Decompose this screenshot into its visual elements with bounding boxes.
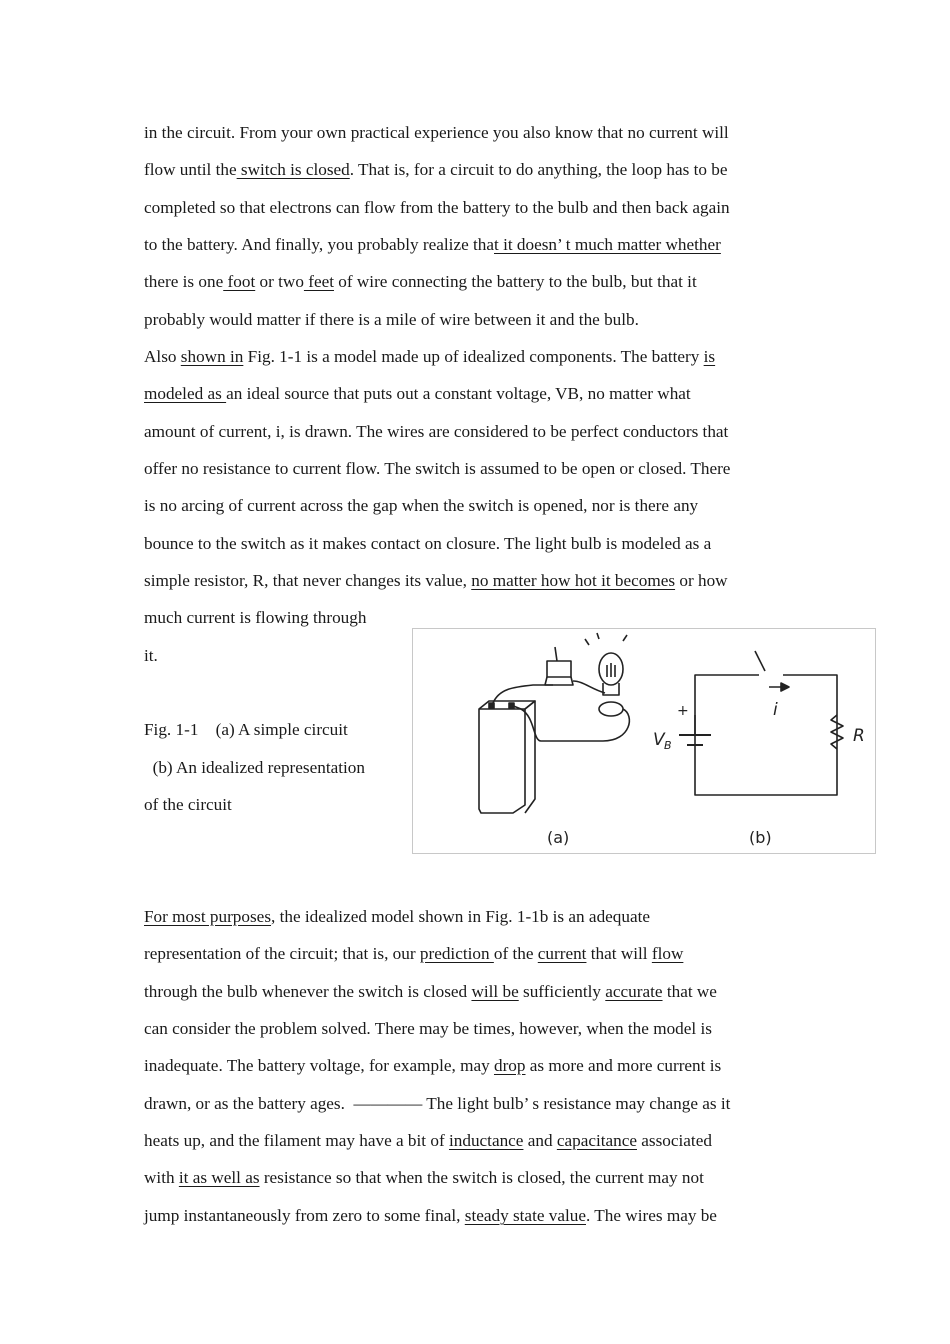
text-line — [144, 608, 366, 628]
bulb-base — [599, 702, 623, 716]
text-run: inadequate. The battery voltage, for example, may — [144, 1056, 494, 1075]
text-run: resistance so that when the switch is closed, the current may not — [259, 1168, 704, 1187]
text-run: of the — [493, 944, 538, 963]
text-line — [144, 123, 729, 143]
text-line — [144, 534, 711, 554]
text-line — [144, 1056, 721, 1076]
underlined-phrase: modeled as — [144, 384, 227, 403]
text-line — [144, 571, 728, 591]
circuit-diagram — [413, 629, 875, 853]
text-run: that we — [662, 982, 717, 1001]
text-line — [144, 347, 715, 367]
text-run: that will — [586, 944, 652, 963]
resistor-label: R — [853, 726, 865, 746]
caption-text: (b) An idealized representation — [144, 758, 365, 777]
vb-label: V — [653, 730, 665, 750]
text-line — [144, 272, 697, 292]
underlined-phrase: drop — [493, 1056, 526, 1075]
text-run: through the bulb whenever the switch is closed — [144, 982, 472, 1001]
underlined-phrase: capacitance — [556, 1131, 637, 1150]
text-line — [144, 646, 158, 666]
text-run: amount of current, i, is drawn. The wires are considered to be perfect conductors that — [144, 422, 729, 441]
underlined-phrase: inductance — [448, 1131, 524, 1150]
text-run: as more and more current is — [525, 1056, 722, 1075]
figure-caption — [144, 795, 232, 815]
label-b: (b) — [749, 828, 772, 847]
underlined-phrase: it as well as — [178, 1168, 260, 1187]
text-run: simple resistor, R, that never changes its value, — [144, 571, 472, 590]
switch-body — [547, 661, 571, 677]
text-line — [144, 982, 717, 1002]
text-run: is no arcing of current across the gap when the switch is opened, nor is there any — [144, 496, 699, 515]
text-run: or how — [675, 571, 728, 590]
text-run: representation of the circuit; that is, our — [144, 944, 420, 963]
circuit-figure — [412, 628, 876, 854]
text-line — [144, 944, 683, 964]
text-run: sufficiently — [518, 982, 606, 1001]
text-run: an ideal source that puts out a constant voltage, VB, no matter what — [226, 384, 691, 403]
text-run: it. — [144, 646, 158, 665]
circuit-loop — [695, 675, 837, 795]
underlined-phrase: is — [703, 347, 716, 366]
text-run: associated — [637, 1131, 712, 1150]
underlined-phrase: steady state value — [464, 1206, 586, 1225]
text-run: to the battery. And finally, you probably realize tha — [144, 235, 494, 254]
figure-caption — [144, 720, 348, 740]
underlined-phrase: feet — [303, 272, 334, 291]
text-run: heats up, and the filament may have a bit of — [144, 1131, 449, 1150]
underlined-phrase: will be — [471, 982, 519, 1001]
underlined-phrase: For most purposes — [144, 907, 272, 926]
text-line — [144, 1019, 712, 1039]
text-run: drawn, or as the battery ages. ———— The light bulb’ s resistance may change as it — [144, 1094, 731, 1113]
text-run: Fig. 1-1 is a model made up of idealized components. The battery — [243, 347, 704, 366]
text-run: probably would matter if there is a mile of wire between it and the bulb. — [144, 310, 639, 329]
text-run: Also — [144, 347, 181, 366]
text-line — [144, 198, 730, 218]
text-line — [144, 422, 728, 442]
text-run: completed so that electrons can flow from the battery to the bulb and then back again — [144, 198, 730, 217]
underlined-phrase: flow — [651, 944, 684, 963]
figure-caption — [144, 758, 365, 778]
text-line — [144, 310, 639, 330]
underlined-phrase: prediction — [419, 944, 494, 963]
label-a: (a) — [547, 828, 570, 847]
battery-body — [479, 709, 525, 813]
text-run: can consider the problem solved. There may be times, however, when the model is — [144, 1019, 712, 1038]
underlined-phrase: current — [537, 944, 587, 963]
text-run: flow until the — [144, 160, 237, 179]
text-line — [144, 459, 730, 479]
text-run: with — [144, 1168, 179, 1187]
caption-text: of the circuit — [144, 795, 232, 814]
text-run: . That is, for a circuit to do anything, the loop has to be — [349, 160, 728, 179]
text-line — [144, 496, 698, 516]
text-run: and — [523, 1131, 557, 1150]
text-run: , the idealized model shown in Fig. 1-1b is an adequate — [271, 907, 651, 926]
text-run: in the circuit. From your own practical experience you also know that no current will — [144, 123, 729, 142]
text-run: or two — [255, 272, 304, 291]
text-line — [144, 1131, 712, 1151]
caption-text: Fig. 1-1 (a) A simple circuit — [144, 720, 348, 739]
text-run: bounce to the switch as it makes contact on closure. The light bulb is modeled as a — [144, 534, 712, 553]
switch-lever — [555, 647, 557, 661]
text-run: there is one — [144, 272, 224, 291]
text-line — [144, 907, 650, 927]
text-line — [144, 160, 728, 180]
text-run: much current is flowing through — [144, 608, 367, 627]
vb-subscript: B — [664, 739, 672, 752]
text-line — [144, 1168, 704, 1188]
underlined-phrase: foot — [223, 272, 256, 291]
underlined-phrase: switch is closed — [236, 160, 350, 179]
underlined-phrase: no matter how hot it becomes — [471, 571, 676, 590]
text-run: of wire connecting the battery to the bulb, but that it — [333, 272, 697, 291]
underlined-phrase: accurate — [605, 982, 663, 1001]
underlined-phrase: shown in — [180, 347, 244, 366]
wire-c — [511, 705, 629, 741]
current-label: i — [773, 700, 778, 720]
text-run: offer no resistance to current flow. The switch is assumed to be open or closed. There — [144, 459, 731, 478]
text-line — [144, 235, 721, 255]
text-run: jump instantaneously from zero to some final, — [144, 1206, 465, 1225]
wire-b — [573, 681, 605, 693]
switch-ideal — [755, 651, 765, 671]
text-line — [144, 1206, 717, 1226]
text-line — [144, 1094, 730, 1114]
text-line — [144, 384, 691, 404]
text-run: . The wires may be — [586, 1206, 717, 1225]
plus-sign: + — [677, 703, 689, 719]
underlined-phrase: t it doesn’ t much matter whether — [494, 235, 721, 254]
